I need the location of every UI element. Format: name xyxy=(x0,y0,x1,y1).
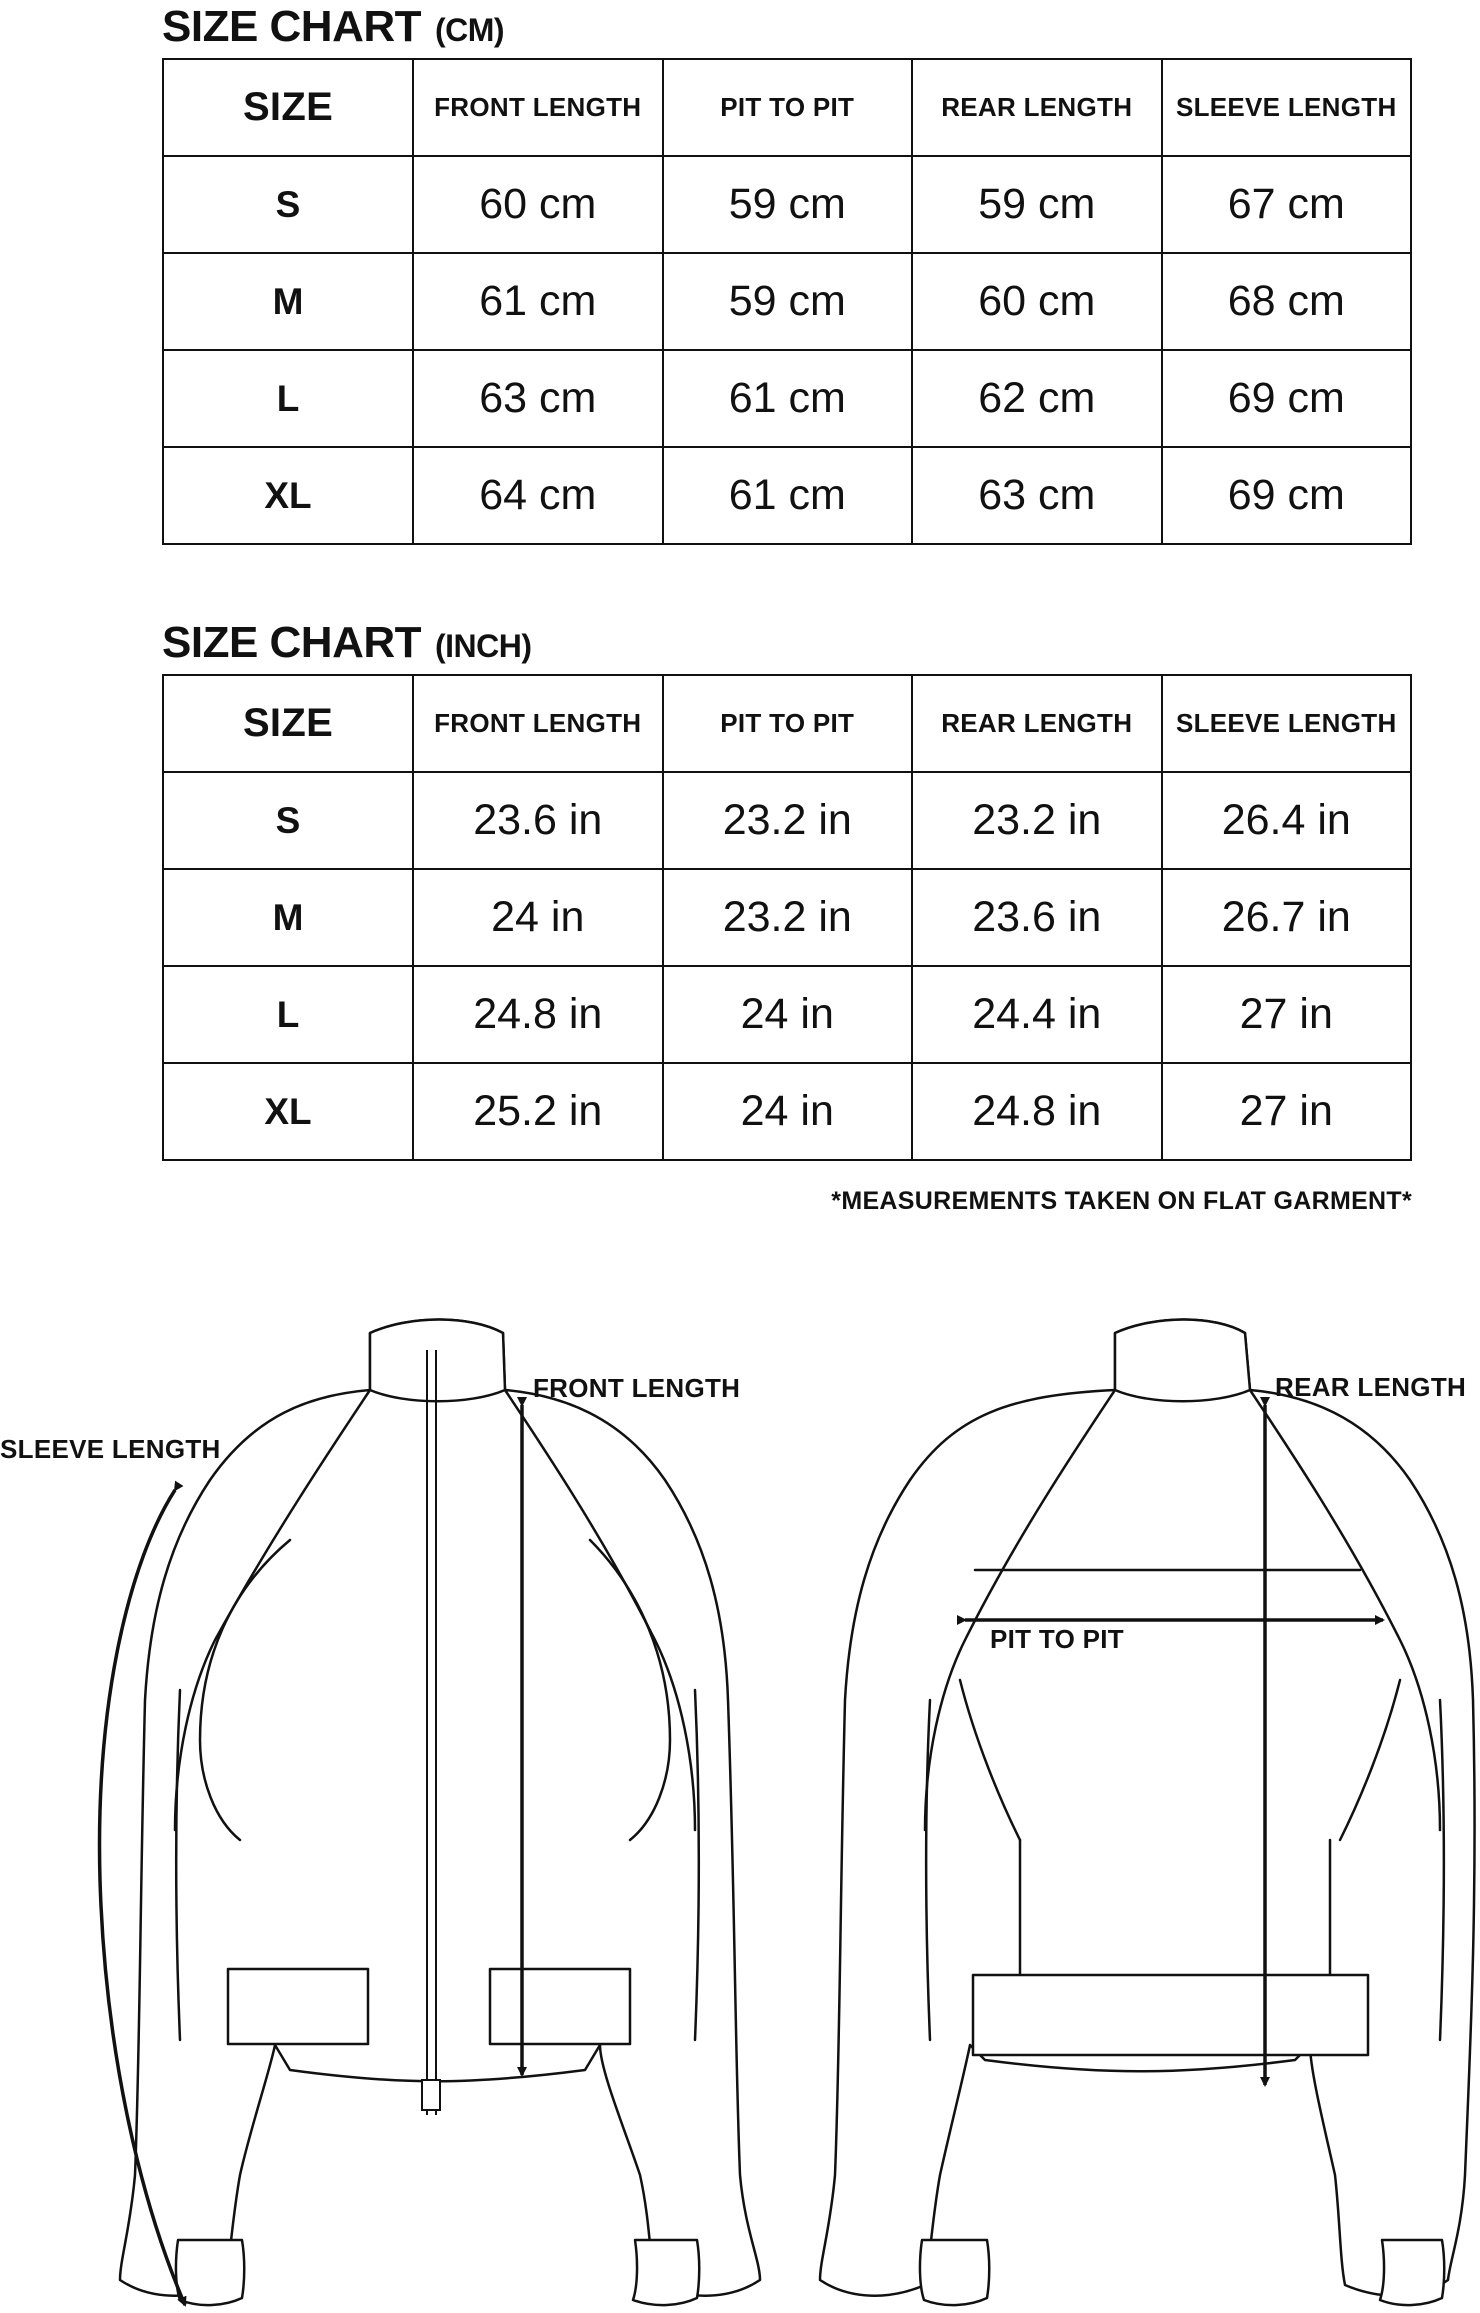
rear-length-cell: 24.8 in xyxy=(912,1063,1162,1160)
chart-title-text: SIZE CHART xyxy=(162,2,421,51)
pit-to-pit-cell: 61 cm xyxy=(663,350,913,447)
sleeve-length-cell: 69 cm xyxy=(1162,447,1412,544)
front-length-cell: 61 cm xyxy=(413,253,663,350)
rear-length-cell: 63 cm xyxy=(912,447,1162,544)
header-size: SIZE xyxy=(163,675,413,772)
pit-to-pit-cell: 23.2 in xyxy=(663,772,913,869)
chart-unit-label: (INCH) xyxy=(435,628,532,664)
rear-length-cell: 24.4 in xyxy=(912,966,1162,1063)
size-cell: M xyxy=(163,869,413,966)
pit-to-pit-cell: 24 in xyxy=(663,1063,913,1160)
rear-length-cell: 23.2 in xyxy=(912,772,1162,869)
rear-length-cell: 60 cm xyxy=(912,253,1162,350)
sleeve-length-cell: 26.7 in xyxy=(1162,869,1412,966)
size-cell: L xyxy=(163,966,413,1063)
front-length-cell: 63 cm xyxy=(413,350,663,447)
header-front-length: FRONT LENGTH xyxy=(413,59,663,156)
header-rear-length: REAR LENGTH xyxy=(912,675,1162,772)
front-length-cell: 60 cm xyxy=(413,156,663,253)
size-cell: M xyxy=(163,253,413,350)
pit-to-pit-label: PIT TO PIT xyxy=(990,1624,1124,1654)
header-pit-to-pit: PIT TO PIT xyxy=(663,59,913,156)
size-cell: S xyxy=(163,772,413,869)
chart-unit-label: (CM) xyxy=(435,12,505,48)
front-length-label: FRONT LENGTH xyxy=(533,1373,741,1403)
front-length-cell: 64 cm xyxy=(413,447,663,544)
header-size: SIZE xyxy=(163,59,413,156)
size-cell: S xyxy=(163,156,413,253)
rear-length-cell: 62 cm xyxy=(912,350,1162,447)
sleeve-length-cell: 69 cm xyxy=(1162,350,1412,447)
header-rear-length: REAR LENGTH xyxy=(912,59,1162,156)
pit-to-pit-cell: 59 cm xyxy=(663,253,913,350)
front-length-cell: 23.6 in xyxy=(413,772,663,869)
sleeve-length-cell: 67 cm xyxy=(1162,156,1412,253)
pit-to-pit-cell: 24 in xyxy=(663,966,913,1063)
header-sleeve-length: SLEEVE LENGTH xyxy=(1162,675,1412,772)
size-cell: XL xyxy=(163,1063,413,1160)
size-cell: XL xyxy=(163,447,413,544)
front-length-cell: 25.2 in xyxy=(413,1063,663,1160)
sleeve-length-label: SLEEVE LENGTH xyxy=(0,1434,221,1464)
pit-to-pit-cell: 59 cm xyxy=(663,156,913,253)
sleeve-length-cell: 27 in xyxy=(1162,966,1412,1063)
header-sleeve-length: SLEEVE LENGTH xyxy=(1162,59,1412,156)
pit-to-pit-cell: 23.2 in xyxy=(663,869,913,966)
size-cell: L xyxy=(163,350,413,447)
sleeve-length-cell: 26.4 in xyxy=(1162,772,1412,869)
rear-length-cell: 59 cm xyxy=(912,156,1162,253)
rear-length-cell: 23.6 in xyxy=(912,869,1162,966)
front-length-cell: 24 in xyxy=(413,869,663,966)
sleeve-length-cell: 27 in xyxy=(1162,1063,1412,1160)
header-pit-to-pit: PIT TO PIT xyxy=(663,675,913,772)
front-length-cell: 24.8 in xyxy=(413,966,663,1063)
pit-to-pit-cell: 61 cm xyxy=(663,447,913,544)
sleeve-length-cell: 68 cm xyxy=(1162,253,1412,350)
rear-length-label: REAR LENGTH xyxy=(1275,1372,1467,1402)
measurement-note: *MEASUREMENTS TAKEN ON FLAT GARMENT* xyxy=(831,1187,1412,1215)
header-front-length: FRONT LENGTH xyxy=(413,675,663,772)
chart-title-text: SIZE CHART xyxy=(162,618,421,667)
